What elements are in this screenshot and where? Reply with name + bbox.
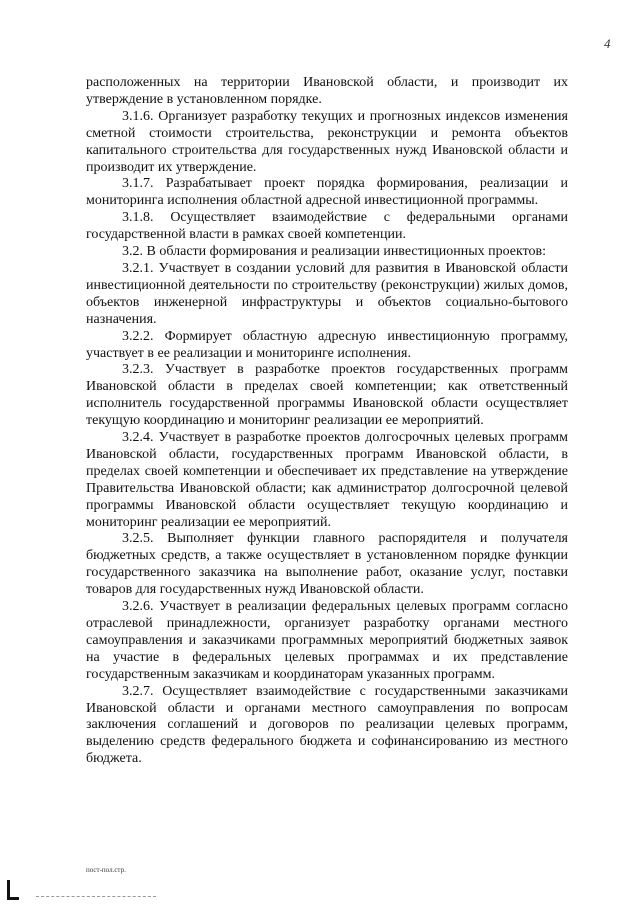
page-number: 4 [604,36,611,51]
scan-artifact-line [36,896,156,897]
paragraph-3-2-2: 3.2.2. Формирует областную адресную инвестиционную программу, участвует в ее реализации и мониторинге исполнения. [86,328,568,361]
paragraph-3-2-6: 3.2.6. Участвует в реализации федеральных целевых программ согласно отраслевой принадлежности, организует разработку органами местного самоуправления и заказчиками программных мероприятий бюджетных заявок на участие в федеральных целевых программах и их представление государственным заказчикам и координаторам указанных программ. [86,599,568,682]
paragraph-3-1-8: 3.1.8. Осуществляет взаимодействие с федеральными органами государственной власти в рамках своей компетенции. [86,210,568,243]
paragraph-3-1-6: 3.1.6. Организует разработку текущих и прогнозных индексов изменения сметной стоимости строительства, реконструкции и ремонта объектов капитального строительства для государственных нужд Ивановской области и производит их утверждение. [86,108,568,175]
scan-corner-mark [7,880,10,900]
paragraph-3-2-7: 3.2.7. Осуществляет взаимодействие с государственными заказчиками Ивановской области и органами местного самоуправления по вопросам заключения соглашений и договоров по реализации целевых программ, выделению средств федерального бюджета и софинансированию из местного бюджета. [86,683,568,767]
paragraph-3-2-4: 3.2.4. Участвует в разработке проектов долгосрочных целевых программ Ивановской области, государственных программ Ивановской области, в пределах своей компетенции и обеспечивает их представление на утверждение Правительства Ивановской области; как администратор долгосрочной целевой программы Ивановской области осуществляет текущую координацию и мониторинг реализации ее мероприятий. [86,430,568,530]
paragraph-3-2-5: 3.2.5. Выполняет функции главного распорядителя и получателя бюджетных средств, а также осуществляет в установленном порядке функции государственного заказчика на выполнение работ, оказание услуг, поставки товаров для государственных нужд Ивановской области. [86,531,568,598]
document-body [86,75,568,768]
paragraph-continuation: расположенных на территории Ивановской области, и производит их утверждение в установленном порядке. [86,75,568,107]
paragraph-3-2: 3.2. В области формирования и реализации инвестиционных проектов: [122,244,547,260]
paragraph-3-1-7: 3.1.7. Разрабатывает проект порядка формирования, реализации и мониторинга исполнения областной адресной инвестиционной программы. [86,176,568,209]
page-footer: пост-пол.стр. [86,866,126,874]
paragraph-3-2-3: 3.2.3. Участвует в разработке проектов государственных программ Ивановской области в пределах своей компетенции; как ответственный исполнитель государственной программы Ивановской области осуществляет текущую координацию и мониторинг реализации ее мероприятий. [86,362,568,429]
paragraph-3-2-1: 3.2.1. Участвует в создании условий для развития в Ивановской области инвестиционной деятельности по строительству (реконструкции) жилых домов, объектов инженерной инфраструктуры и объектов социально-бытового назначения. [86,260,568,327]
